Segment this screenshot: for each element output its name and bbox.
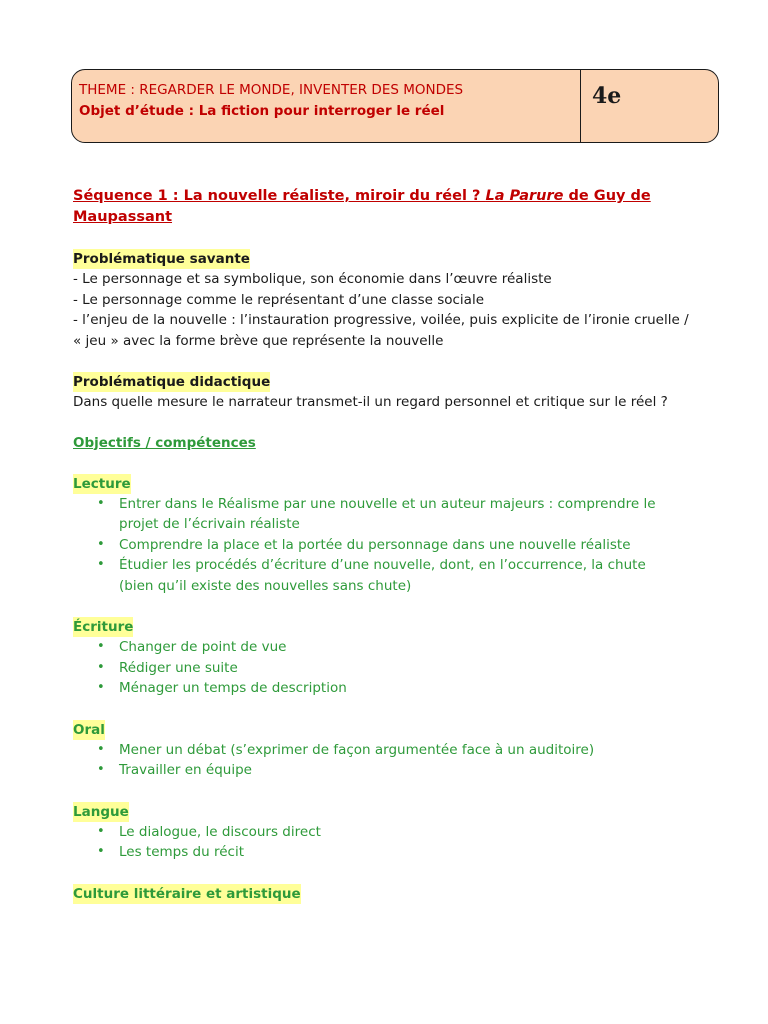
bullet-icon: • [97, 639, 105, 654]
heading-objectifs: Objectifs / compétences [73, 434, 256, 451]
bullet-icon: • [97, 536, 105, 552]
savante-line: - l’enjeu de la nouvelle : l’instauration progressive, voilée, puis explicite de l’ironie cruelle / « jeu » avec la forme brève que représente la nouvelle [73, 312, 689, 349]
bullet-icon: • [97, 557, 105, 572]
sequence-suffix: de Guy de [563, 188, 651, 204]
heading-problematique-didactique: Problématique didactique [73, 374, 271, 390]
section-langue [73, 801, 693, 863]
sequence-title [73, 186, 693, 228]
section-problematique-didactique [73, 371, 693, 413]
list-item: • Rédiger une suite [73, 658, 693, 679]
document-body [73, 186, 693, 904]
list-item: • Ménager un temps de description [73, 678, 693, 699]
list-item: • Les temps du récit [73, 842, 693, 863]
bullet-icon: • [97, 741, 105, 757]
list-item: • Étudier les procédés d’écriture d’une nouvelle, dont, en l’occurrence, la chute (bien qu’il existe des nouvelles sans chute) [97, 557, 646, 594]
sequence-prefix: Séquence 1 : La nouvelle réaliste, miroir du réel ? [73, 188, 486, 204]
heading-problematique-savante: Problématique savante [73, 251, 250, 267]
object-of-study: Objet d’étude : La fiction pour interroger le réel [79, 103, 445, 119]
bullet-icon: • [97, 762, 105, 777]
heading-lecture: Lecture [73, 475, 131, 492]
list-item: • Changer de point de vue [73, 637, 693, 658]
bullet-icon: • [97, 659, 105, 675]
work-title: La Parure [485, 188, 564, 204]
theme-title: THEME : REGARDER LE MONDE, INVENTER DES MONDES [79, 82, 464, 98]
list-item: • Travailler en équipe [73, 760, 693, 781]
section-problematique-savante [73, 248, 693, 351]
section-ecriture [73, 616, 693, 699]
bullet-icon: • [97, 844, 105, 859]
list-item: • Le dialogue, le discours direct [73, 822, 693, 843]
heading-langue: Langue [73, 803, 129, 820]
sequence-author: Maupassant [73, 209, 173, 225]
section-lecture [73, 473, 693, 597]
savante-line: - Le personnage comme le représentant d’une classe sociale [73, 291, 485, 308]
header-divider [580, 70, 581, 142]
section-oral [73, 719, 693, 781]
bullet-icon: • [97, 823, 105, 839]
grade-level: 4e [592, 83, 622, 109]
heading-culture: Culture littéraire et artistique [73, 885, 301, 902]
bullet-icon: • [97, 680, 105, 695]
heading-ecriture: Écriture [73, 619, 134, 635]
heading-oral: Oral [73, 721, 105, 738]
header-box [71, 69, 719, 143]
bullet-icon: • [97, 495, 105, 511]
list-item: • Mener un débat (s’exprimer de façon argumentée face à un auditoire) [73, 740, 693, 761]
list-item: • Entrer dans le Réalisme par une nouvelle et un auteur majeurs : comprendre le projet de l’écrivain réaliste [97, 495, 656, 532]
didactique-text: Dans quelle mesure le narrateur transmet-il un regard personnel et critique sur le réel ? [73, 394, 668, 410]
savante-line: - Le personnage et sa symbolique, son économie dans l’œuvre réaliste [73, 271, 552, 287]
list-item: • Comprendre la place et la portée du personnage dans une nouvelle réaliste [73, 535, 673, 556]
